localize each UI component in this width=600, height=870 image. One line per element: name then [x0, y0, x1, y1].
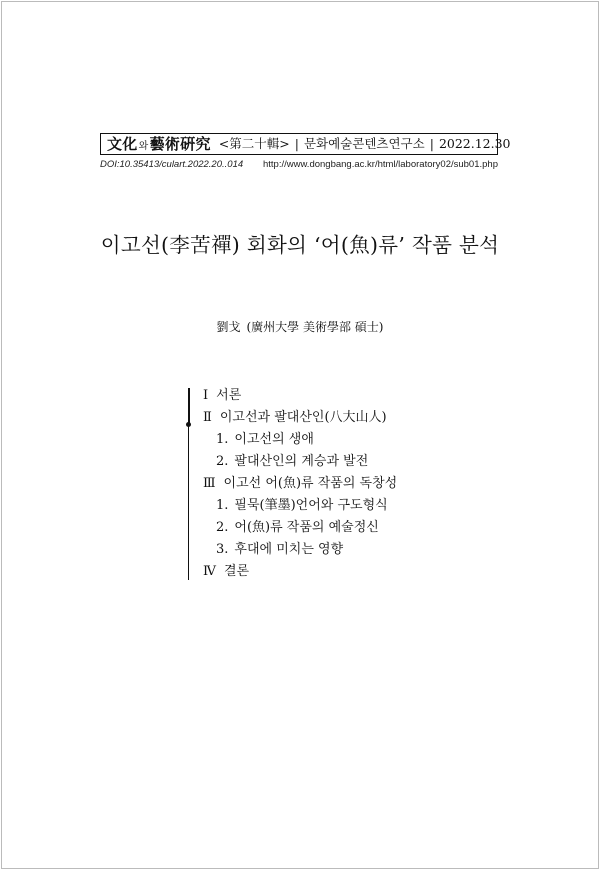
article-meta — [100, 159, 498, 170]
volume-number: <第二十輯> — [218, 135, 290, 151]
journal-logo-wa: 와 — [138, 140, 149, 152]
toc-subitem — [216, 498, 388, 514]
toc-item — [203, 564, 249, 580]
toc-item-text: 팔대산인의 계승과 발전 — [234, 454, 369, 469]
author-name: 劉戈 — [216, 320, 241, 334]
toc-item-number: Ⅲ — [203, 476, 216, 491]
table-of-contents — [188, 382, 488, 580]
toc-subitem — [216, 542, 343, 558]
publisher-name: 문화예술콘텐츠연구소 — [303, 135, 425, 151]
toc-item-text: 필묵(筆墨)언어와 구도형식 — [234, 498, 388, 513]
toc-item-number: Ⅳ — [203, 564, 216, 579]
toc-item-text: 이고선의 생애 — [234, 432, 314, 447]
toc-item-text: 어(魚)류 작품의 예술정신 — [234, 520, 379, 535]
toc-item-number: 3. — [216, 542, 229, 557]
toc-item-number: 2. — [216, 520, 229, 535]
toc-rule-thick — [188, 388, 190, 424]
journal-logo — [107, 134, 211, 153]
toc-item-number: Ⅰ — [203, 388, 209, 403]
doi-text: DOI:10.35413/culart.2022.20..014 — [100, 159, 244, 170]
toc-item-number: Ⅱ — [203, 410, 212, 425]
toc-item-number: 1. — [216, 498, 229, 513]
journal-logo-text-1: 文化 — [107, 134, 138, 153]
header-separator: | — [429, 135, 434, 151]
publication-date: 2022.12.30 — [438, 135, 511, 151]
journal-url[interactable]: http://www.dongbang.ac.kr/html/laboratory02/sub01.php — [262, 159, 498, 170]
author-affiliation: (廣州大學 美術學部 碩士) — [246, 320, 384, 334]
toc-item-text: 이고선과 팔대산인(八大山人) — [219, 410, 387, 425]
toc-subitem — [216, 520, 379, 536]
toc-item-text: 결론 — [224, 564, 250, 579]
journal-logo-text-2: 藝術硏究 — [149, 134, 211, 153]
toc-subitem — [216, 432, 314, 448]
toc-item-number: 1. — [216, 432, 229, 447]
paper-title: 이고선(李苦禪) 회화의 ‘어(魚)류’ 작품 분석 — [100, 233, 500, 257]
toc-item — [203, 410, 387, 426]
toc-subitem — [216, 454, 368, 470]
toc-item-number: 2. — [216, 454, 229, 469]
header-separator: | — [294, 135, 299, 151]
toc-item — [203, 388, 241, 404]
toc-rule-thin — [188, 424, 189, 580]
toc-item-text: 서론 — [216, 388, 242, 403]
journal-header — [100, 133, 511, 155]
toc-rule-dot — [186, 422, 191, 427]
toc-item-text: 이고선 어(魚)류 작품의 독창성 — [223, 476, 398, 491]
toc-item-text: 후대에 미치는 영향 — [234, 542, 344, 557]
author-line — [0, 318, 600, 335]
toc-item — [203, 476, 397, 492]
